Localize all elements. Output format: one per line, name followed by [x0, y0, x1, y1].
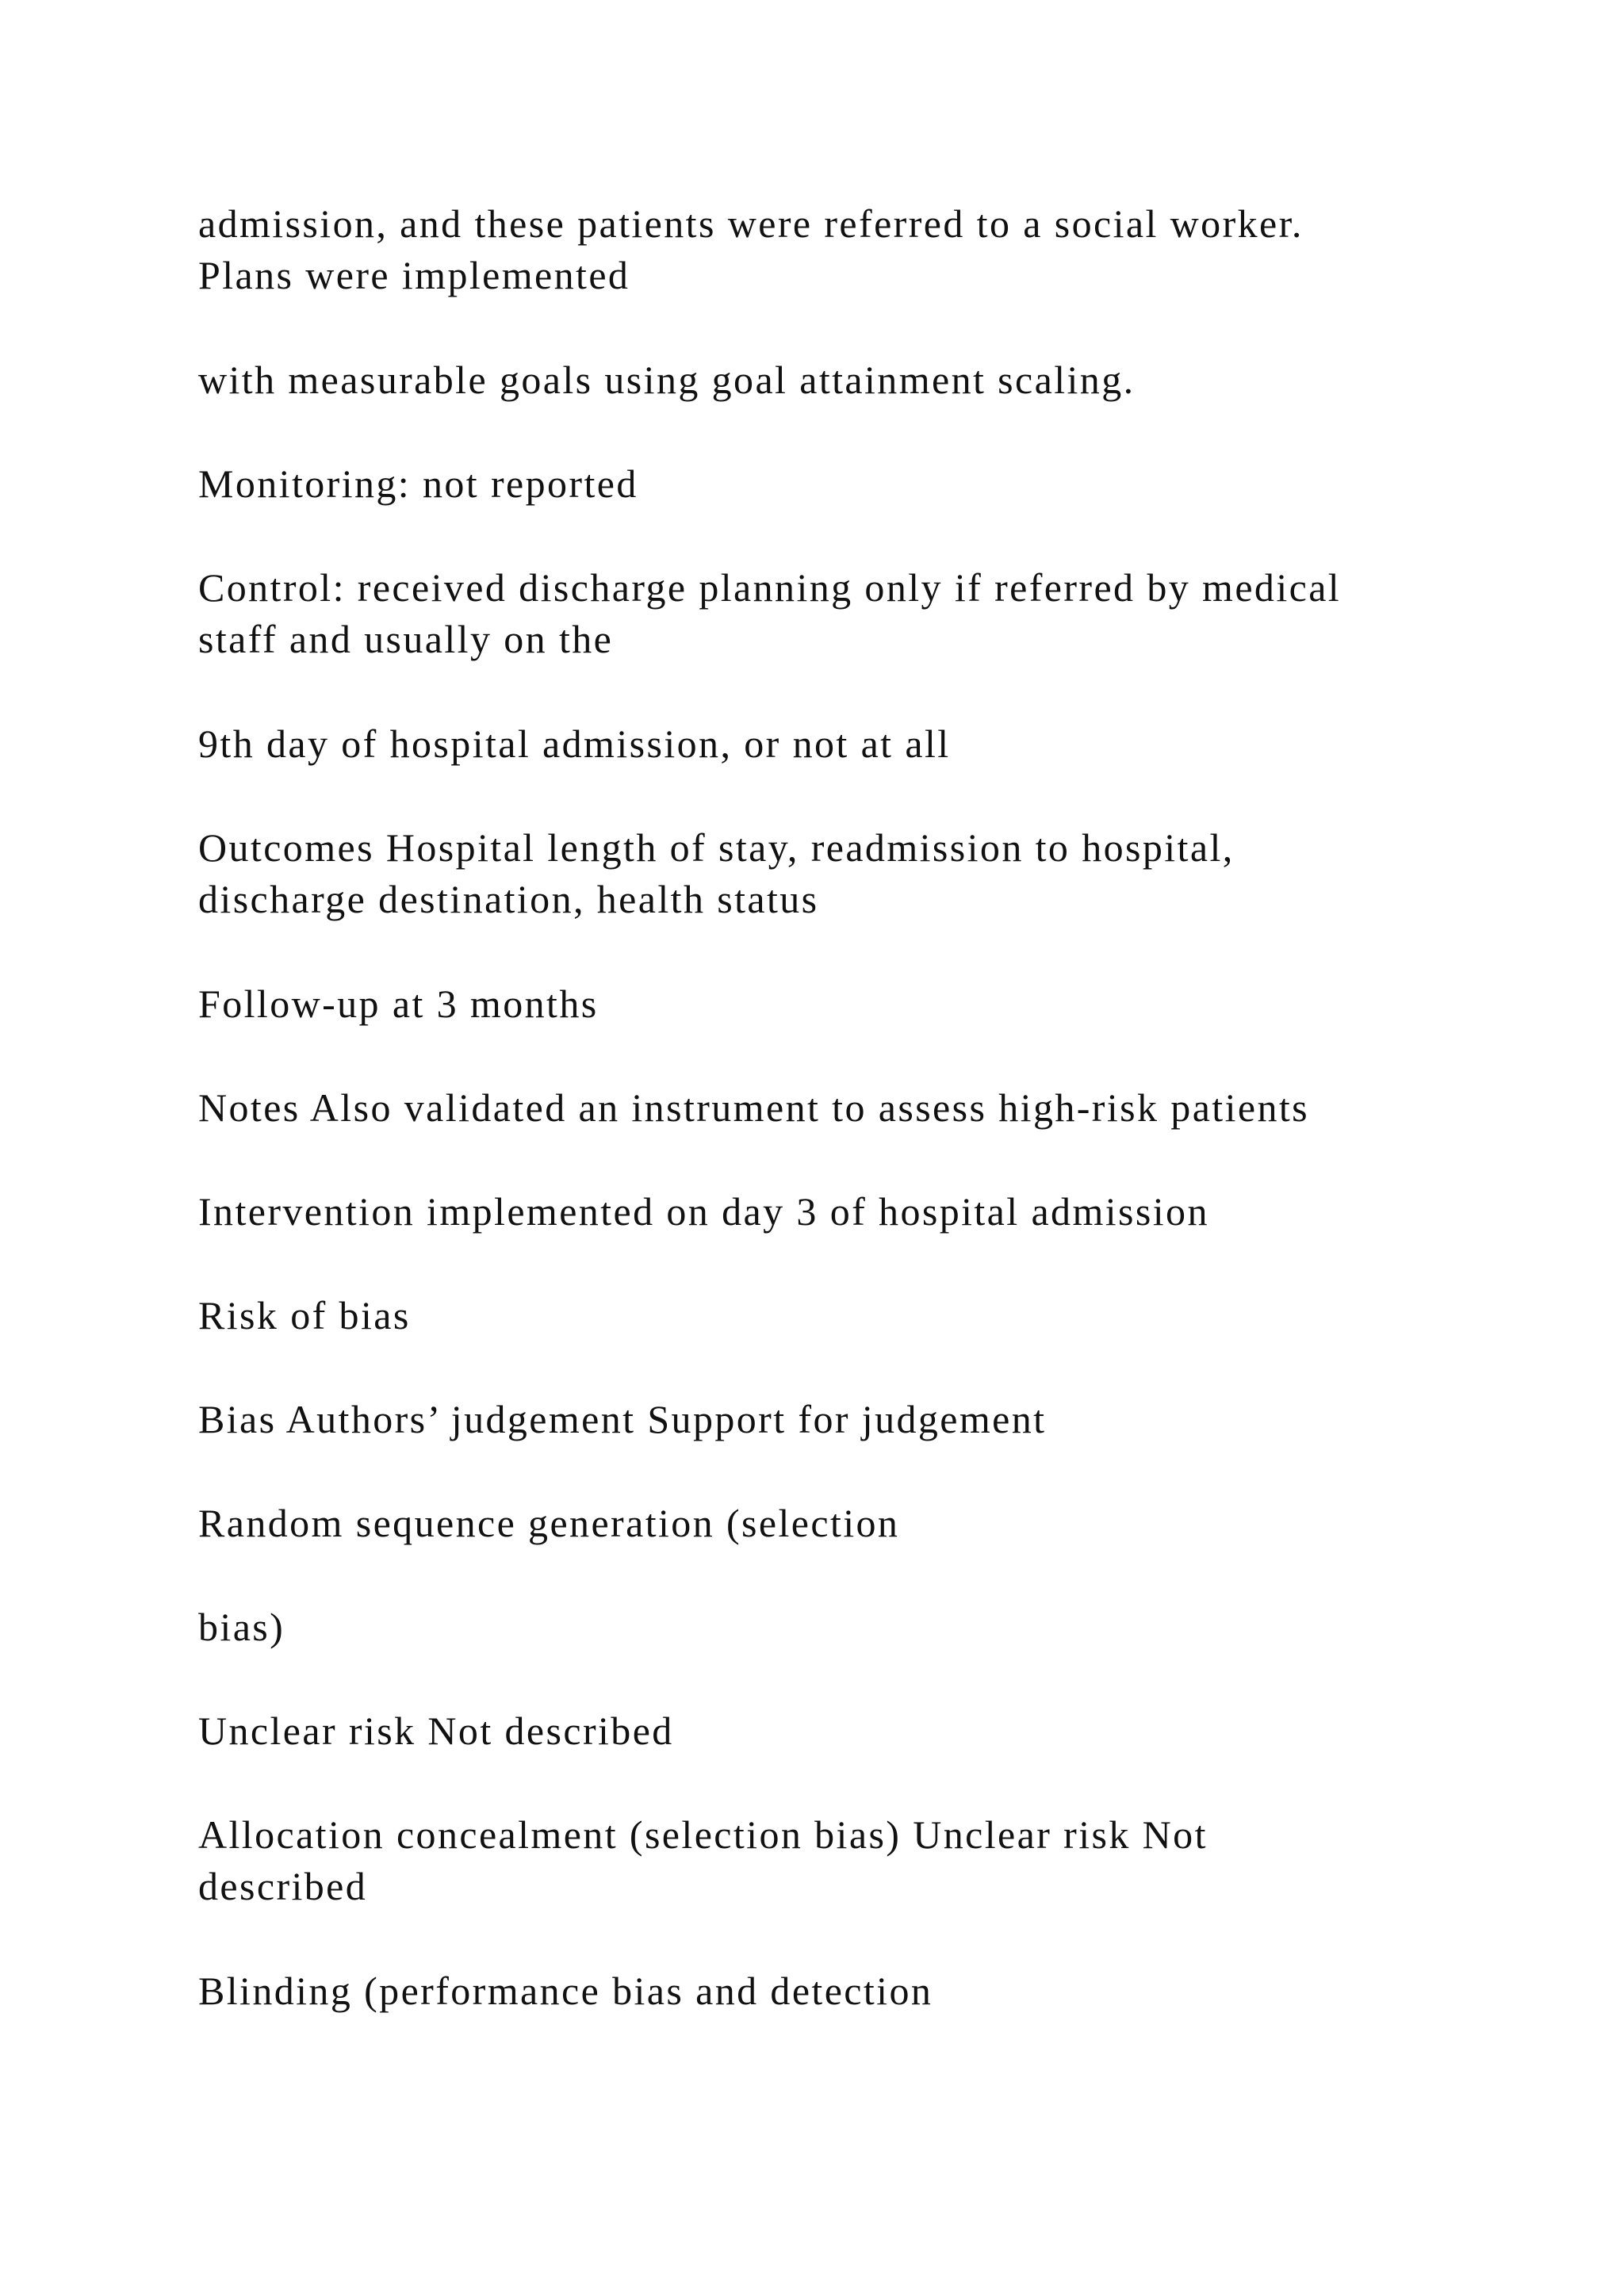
text-line: with measurable goals using goal attainment scaling.	[198, 358, 1136, 402]
text-line: admission, and these patients were referred to a social worker.	[198, 201, 1304, 246]
text-line: Blinding (performance bias and detection	[198, 1969, 933, 2013]
paragraph-control	[198, 562, 1507, 665]
table-header-bias	[198, 1394, 1507, 1445]
text-line: Control: received discharge planning only if referred by medical	[198, 565, 1342, 610]
text-line: Random sequence generation (selection	[198, 1501, 900, 1545]
paragraph-blinding	[198, 1965, 1507, 2017]
paragraph-bias-close	[198, 1601, 1507, 1653]
text-line: Follow-up at 3 months	[198, 982, 599, 1026]
text-line: Plans were implemented	[198, 253, 630, 297]
text-line: staff and usually on the	[198, 617, 614, 661]
text-line: Outcomes Hospital length of stay, readmission to hospital,	[198, 825, 1235, 870]
paragraph-unclear-risk	[198, 1705, 1507, 1757]
paragraph-monitoring	[198, 458, 1507, 510]
paragraph-measurable-goals	[198, 354, 1507, 406]
text-line: Bias Authors’ judgement Support for judgement	[198, 1397, 1047, 1441]
text-line: Risk of bias	[198, 1293, 411, 1337]
paragraph-ninth-day	[198, 718, 1507, 770]
paragraph-admission-referral	[198, 198, 1507, 301]
text-line: Allocation concealment (selection bias) Unclear risk Not	[198, 1812, 1208, 1857]
section-heading-risk-of-bias	[198, 1290, 1507, 1341]
text-line: bias)	[198, 1605, 285, 1649]
text-line: discharge destination, health status	[198, 877, 819, 921]
paragraph-follow-up	[198, 978, 1507, 1030]
text-line: Notes Also validated an instrument to assess high-risk patients	[198, 1085, 1310, 1130]
paragraph-notes	[198, 1082, 1507, 1134]
text-line: Monitoring: not reported	[198, 461, 638, 506]
paragraph-outcomes	[198, 822, 1507, 925]
text-line: described	[198, 1864, 368, 1908]
paragraph-random-sequence	[198, 1498, 1507, 1549]
text-line: Unclear risk Not described	[198, 1709, 674, 1753]
paragraph-intervention	[198, 1186, 1507, 1238]
text-line: 9th day of hospital admission, or not at all	[198, 721, 951, 766]
paragraph-allocation-concealment	[198, 1809, 1507, 1912]
text-line: Intervention implemented on day 3 of hospital admission	[198, 1189, 1209, 1234]
